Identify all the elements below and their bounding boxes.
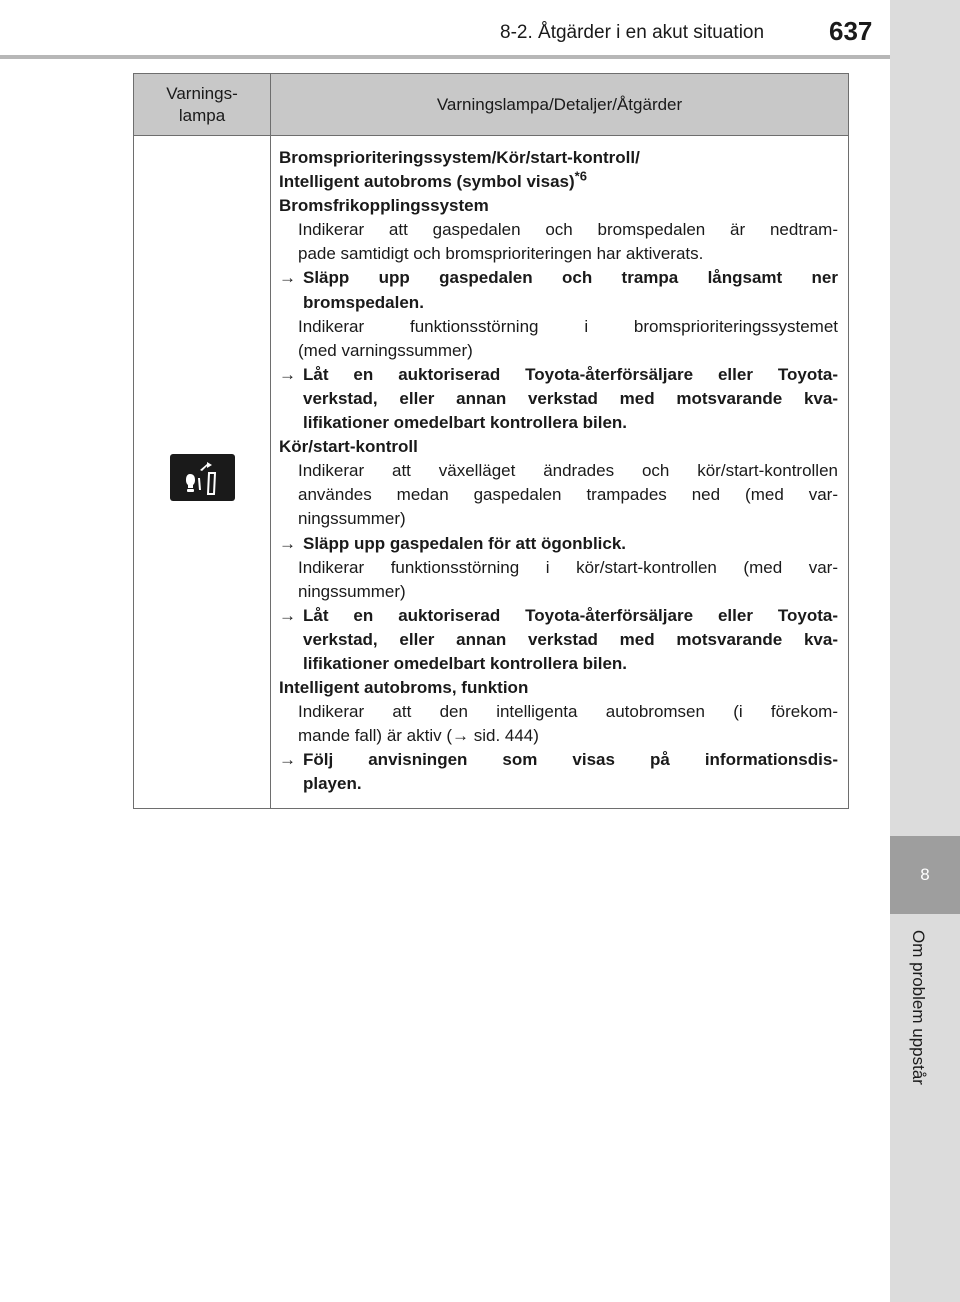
action-item: [279, 532, 838, 556]
paragraph: ningssummer): [298, 509, 406, 529]
chapter-tab[interactable]: 8: [890, 836, 960, 914]
paragraph-text: mande fall) är aktiv (: [298, 726, 452, 746]
action-item: [279, 266, 838, 314]
paragraph: Indikerar att växelläget ändrades och kör/start-kontrollen: [298, 461, 838, 481]
paragraph: användes medan gaspedalen trampades ned (med var-: [298, 485, 838, 505]
page-reference-link[interactable]: sid. 444): [469, 726, 539, 746]
table-header-row: [134, 74, 848, 136]
section-title-intelligent-autobrake: Intelligent autobroms, funktion: [279, 678, 529, 698]
paragraph: [279, 724, 838, 748]
paragraph: Indikerar att den intelligenta autobromsen (i förekom-: [298, 702, 838, 722]
page-header-section: 8-2. Åtgärder i en akut situation: [500, 22, 765, 43]
action-text: Följ anvisningen som visas på informationsdis-: [303, 750, 838, 770]
arrow-right-icon: →: [279, 750, 296, 770]
paragraph: pade samtidigt och bromsprioriteringen har aktiverats.: [298, 244, 704, 264]
section-title-brake-release: Bromsfrikopplingssystem: [279, 196, 489, 216]
action-text: Släpp upp gaspedalen och trampa långsamt ner: [303, 268, 838, 288]
header-rule: [0, 55, 890, 59]
action-text: verkstad, eller annan verkstad med motsvarande kva-: [303, 388, 838, 408]
col-header-warning-lamp: Varnings- lampa: [134, 74, 271, 135]
paragraph: ningssummer): [298, 581, 406, 601]
arrow-right-icon: →: [279, 605, 296, 625]
arrow-right-icon: →: [279, 364, 296, 384]
paragraph: Indikerar funktionsstörning i bromsprioriteringssystemet: [298, 316, 838, 336]
action-text: lifikationer omedelbart kontrollera bilen.: [303, 653, 628, 673]
table-row: [134, 136, 848, 808]
action-text: lifikationer omedelbart kontrollera bilen.: [303, 413, 628, 433]
paragraph: Indikerar att gaspedalen och bromspedalen är nedtram-: [298, 220, 838, 240]
footnote-ref: *6: [574, 168, 587, 184]
page-number: 637: [829, 16, 873, 46]
side-margin-upper: [890, 0, 960, 836]
arrow-right-icon: →: [452, 726, 469, 746]
action-text: bromspedalen.: [303, 292, 424, 312]
brake-override-warning-icon: [170, 454, 235, 501]
action-text: Låt en auktoriserad Toyota-återförsäljare eller Toyota-: [303, 605, 838, 625]
action-text: playen.: [303, 774, 362, 794]
col-header-details: Varningslampa/Detaljer/Åtgärder: [436, 94, 683, 114]
section-title-drive-start-control: Kör/start-kontroll: [279, 437, 418, 457]
title-line-2: [279, 170, 838, 194]
title-line-2-text: Intelligent autobroms (symbol visas): [279, 172, 575, 192]
action-item: [279, 604, 838, 676]
warning-table: [133, 73, 849, 809]
action-item: [279, 363, 838, 435]
action-item: [279, 748, 838, 796]
paragraph: Indikerar funktionsstörning i kör/start-kontrollen (med var-: [298, 557, 838, 577]
arrow-right-icon: →: [279, 533, 296, 553]
action-text: verkstad, eller annan verkstad med motsvarande kva-: [303, 629, 838, 649]
arrow-right-icon: →: [279, 268, 296, 288]
action-text: Släpp upp gaspedalen för att ögonblick.: [303, 533, 627, 553]
paragraph: (med varningssummer): [298, 340, 473, 360]
action-text: Låt en auktoriserad Toyota-återförsäljare eller Toyota-: [303, 364, 838, 384]
details-cell: [271, 136, 848, 808]
lamp-cell: [134, 136, 271, 808]
chapter-label: Om problem uppstår: [909, 930, 928, 1085]
title-line-1: Bromsprioriteringssystem/Kör/start-kontroll/: [279, 148, 640, 167]
